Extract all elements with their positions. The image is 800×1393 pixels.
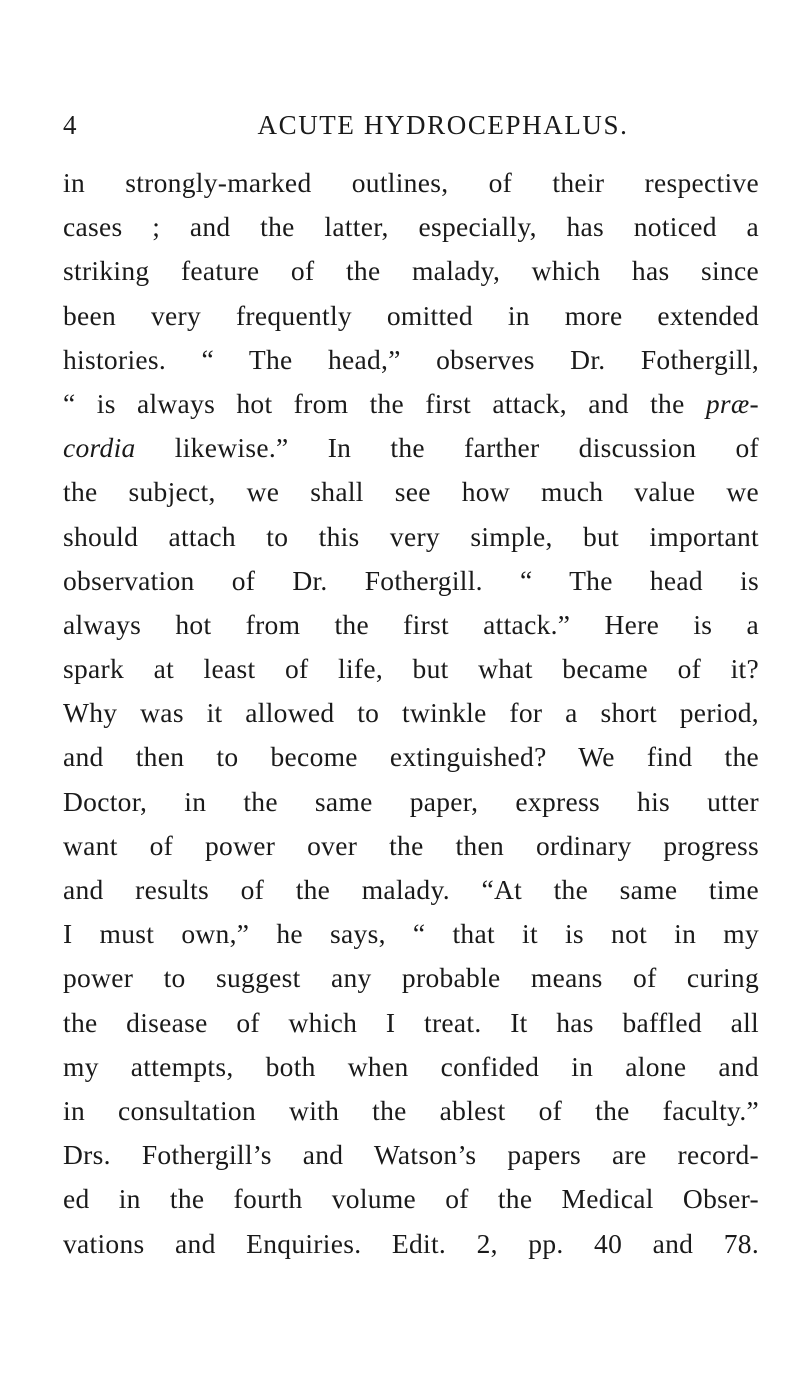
page-number: 4 <box>63 110 77 140</box>
text-run: “ is always hot from the first attack, and the <box>63 387 706 419</box>
text-line: the subject, we shall see how much value we <box>63 476 759 508</box>
text-line: Drs. Fothergill’s and Watson’s papers are record- <box>63 1139 759 1171</box>
text-line: and then to become extinguished? We find the <box>63 741 759 773</box>
body-text <box>63 161 759 1266</box>
text-line: Why was it allowed to twinkle for a short period, <box>63 697 759 729</box>
text-line: should attach to this very simple, but important <box>63 520 759 552</box>
text-line: spark at least of life, but what became of it? <box>63 653 759 685</box>
italic-word: cordia <box>63 432 136 464</box>
text-line: striking feature of the malady, which has since <box>63 255 759 287</box>
italic-word: præ- <box>705 387 759 419</box>
text-line: my attempts, both when confided in alone and <box>63 1050 759 1082</box>
text-line: ed in the fourth volume of the Medical Obser- <box>63 1183 759 1215</box>
text-line: cases ; and the latter, especially, has noticed a <box>63 211 759 243</box>
text-line: want of power over the then ordinary progress <box>63 829 759 861</box>
text-line: power to suggest any probable means of curing <box>63 962 759 994</box>
text-line: Doctor, in the same paper, express his utter <box>63 785 759 817</box>
text-line <box>63 382 759 426</box>
page-header <box>63 108 759 142</box>
text-line: always hot from the first attack.” Here is a <box>63 608 759 640</box>
text-line: in consultation with the ablest of the faculty.” <box>63 1094 759 1126</box>
text-line: observation of Dr. Fothergill. “ The head is <box>63 564 759 596</box>
text-line: vations and Enquiries. Edit. 2, pp. 40 and 78. <box>63 1227 759 1259</box>
text-run: likewise.” In the farther discussion of <box>135 432 759 464</box>
text-line: I must own,” he says, “ that it is not in my <box>63 918 759 950</box>
text-line: in strongly-marked outlines, of their respective <box>63 167 759 198</box>
text-line <box>63 426 759 470</box>
text-line: been very frequently omitted in more extended <box>63 299 759 331</box>
text-line: and results of the malady. “At the same time <box>63 874 759 905</box>
text-line: the disease of which I treat. It has baffled all <box>63 1006 759 1038</box>
text-line: histories. “ The head,” observes Dr. Fothergill, <box>63 343 759 375</box>
running-title: ACUTE HYDROCEPHALUS. <box>257 110 629 140</box>
